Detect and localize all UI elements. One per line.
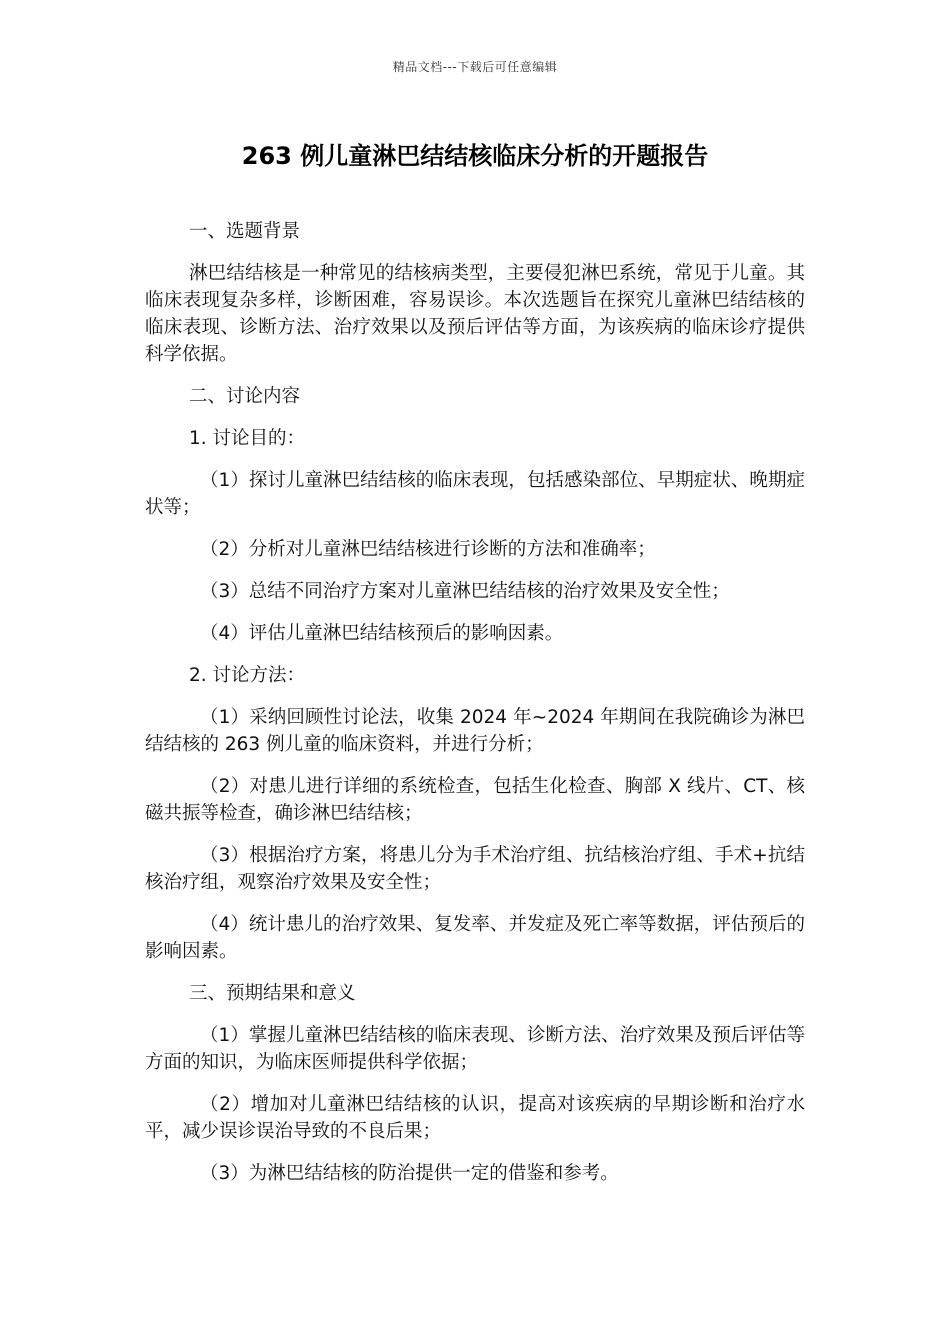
list-item-method-1: （1）采纳回顾性讨论法，收集 2024 年~2024 年期间在我院确诊为淋巴结结核的 263 例儿童的临床资料，并进行分析；: [145, 707, 805, 755]
section-heading-results: 三、预期结果和意义: [189, 983, 356, 1004]
list-item-results-2: （2）增加对儿童淋巴结结核的认识，提高对该疾病的早期诊断和治疗水平，减少误诊误治导致的不良后果；: [145, 1094, 805, 1142]
list-item-purpose-2: （2）分析对儿童淋巴结结核进行诊断的方法和准确率；: [200, 539, 656, 560]
list-item-method-4: （4）统计患儿的治疗效果、复发率、并发症及死亡率等数据，评估预后的影响因素。: [145, 914, 805, 962]
list-item-method-2: （2）对患儿进行详细的系统检查，包括生化检查、胸部 X 线片、CT、核磁共振等检查，确诊淋巴结结核；: [145, 776, 805, 824]
document-title: 263 例儿童淋巴结结核临床分析的开题报告: [241, 142, 709, 170]
list-item-results-3: （3）为淋巴结结核的防治提供一定的借鉴和参考。: [200, 1163, 619, 1184]
list-item-purpose-4: （4）评估儿童淋巴结结核预后的影响因素。: [200, 623, 564, 644]
document-body: [145, 218, 805, 1202]
list-item-results-1: （1）掌握儿童淋巴结结核的临床表现、诊断方法、治疗效果及预后评估等方面的知识，为临床医师提供科学依据；: [145, 1025, 805, 1073]
body-paragraph-background: 淋巴结结核是一种常见的结核病类型，主要侵犯淋巴系统，常见于儿童。其临床表现复杂多样，诊断困难，容易误诊。本次选题旨在探究儿童淋巴结结核的临床表现、诊断方法、治疗效果以及预后评估等方面，为该疾病的临床诊疗提供科学依据。: [145, 263, 805, 365]
list-item-method-3: （3）根据治疗方案，将患儿分为手术治疗组、抗结核治疗组、手术+抗结核治疗组，观察治疗效果及安全性；: [145, 845, 805, 893]
subsection-heading-method: 2. 讨论方法：: [189, 665, 306, 686]
list-item-purpose-1: （1）探讨儿童淋巴结结核的临床表现，包括感染部位、早期症状、晚期症状等；: [145, 470, 805, 518]
header-note: 精品文档---下载后可任意编辑: [392, 60, 558, 74]
subsection-heading-purpose: 1. 讨论目的：: [189, 428, 306, 449]
section-heading-background: 一、选题背景: [189, 221, 301, 242]
section-heading-content: 二、讨论内容: [189, 386, 301, 407]
list-item-purpose-3: （3）总结不同治疗方案对儿童淋巴结结核的治疗效果及安全性；: [200, 581, 730, 602]
